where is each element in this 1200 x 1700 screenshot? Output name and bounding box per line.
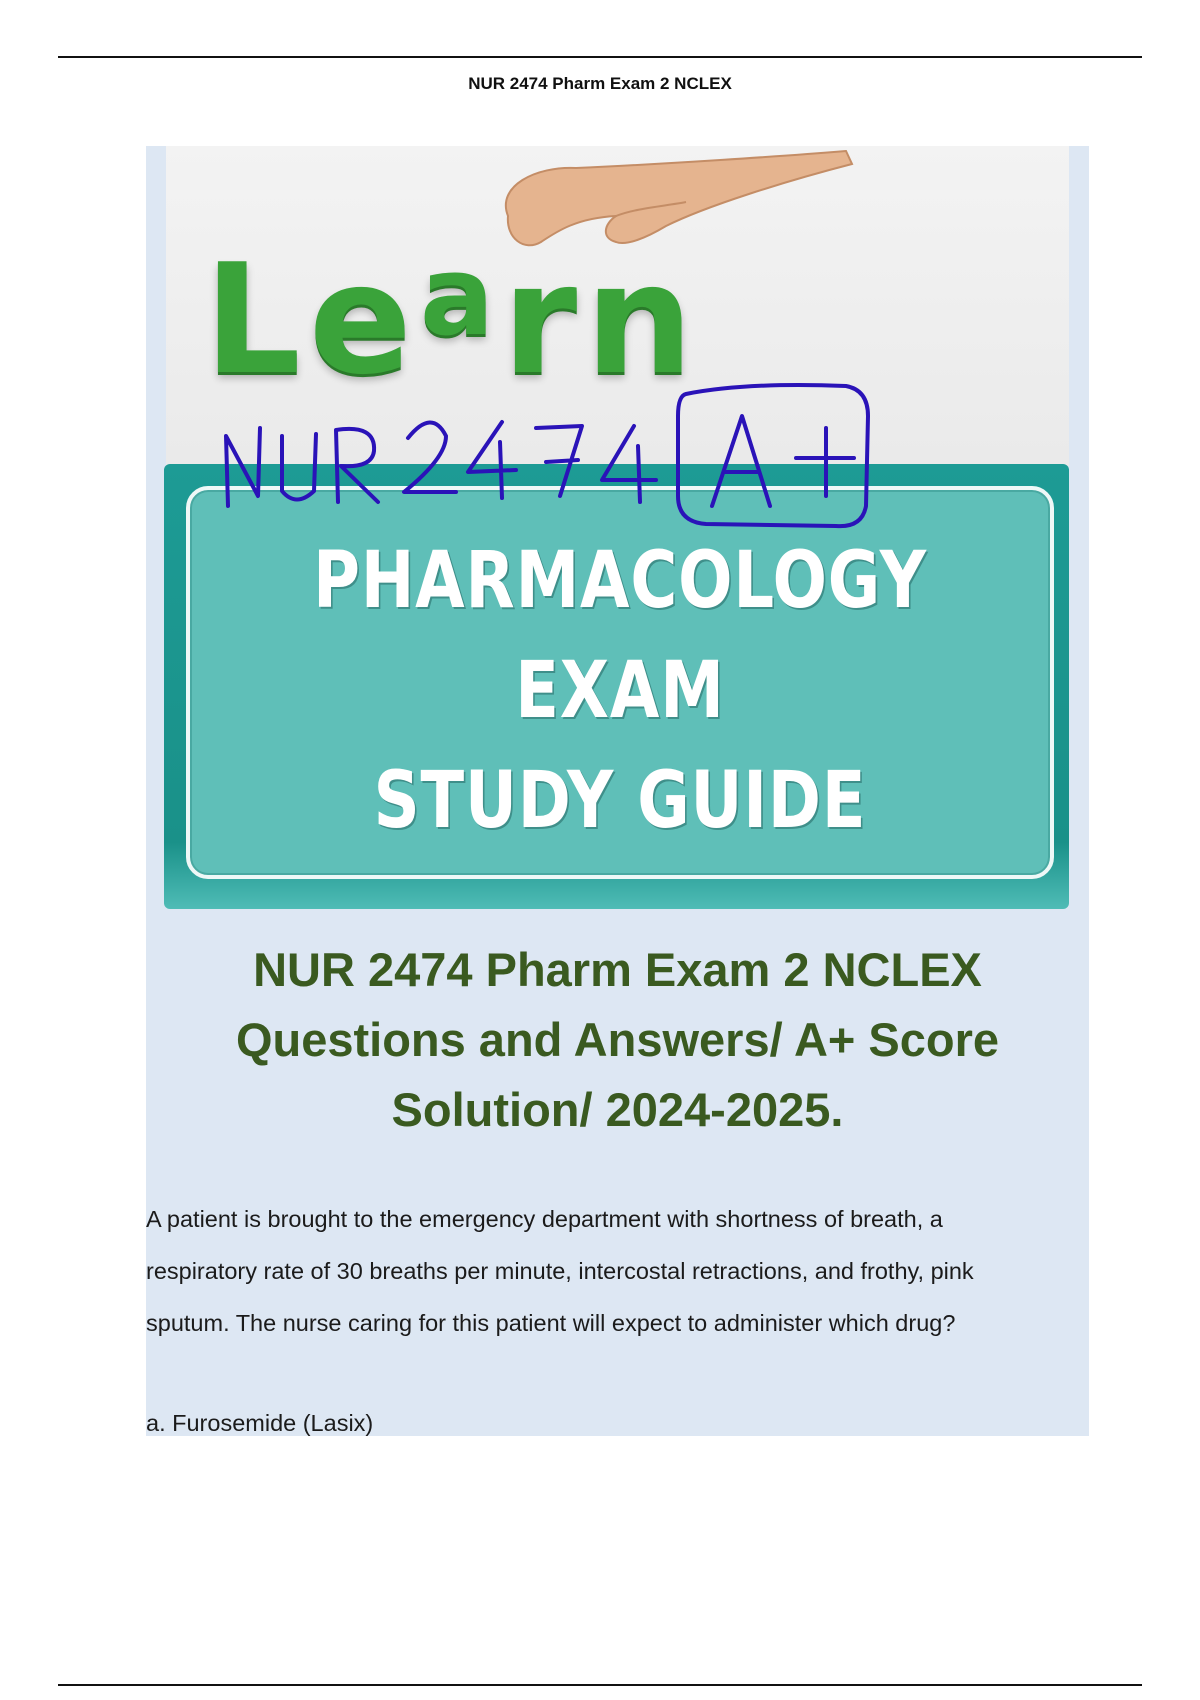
cover-image [146, 146, 1089, 916]
question-text [146, 1193, 1089, 1349]
question-line: A patient is brought to the emergency department with shortness of breath, a [146, 1206, 943, 1232]
handwritten-annotation [146, 146, 1089, 566]
title-line: Questions and Answers/ A+ Score [235, 1013, 1000, 1066]
document-title [146, 935, 1089, 1145]
title-line: NUR 2474 Pharm Exam 2 NCLEX [253, 943, 982, 996]
guide-line: PHARMACOLOGY [313, 536, 927, 626]
answer-option-a: a. Furosemide (Lasix) [146, 1410, 374, 1436]
study-guide-text [186, 526, 1054, 856]
question-line: respiratory rate of 30 breaths per minute, intercostal retractions, and frothy, pink [146, 1258, 974, 1284]
header-rule [58, 56, 1142, 58]
title-line: Solution/ 2024-2025. [391, 1083, 844, 1136]
question-line: sputum. The nurse caring for this patient will expect to administer which drug? [146, 1310, 956, 1336]
learn-word-part: rn [502, 231, 702, 408]
footer-rule [58, 1684, 1142, 1686]
running-header: NUR 2474 Pharm Exam 2 NCLEX [468, 74, 732, 93]
guide-line: STUDY GUIDE [373, 756, 867, 846]
learn-word-superscript: a [419, 232, 503, 360]
learn-word-part: Le [204, 231, 420, 408]
guide-line: EXAM [515, 646, 725, 736]
